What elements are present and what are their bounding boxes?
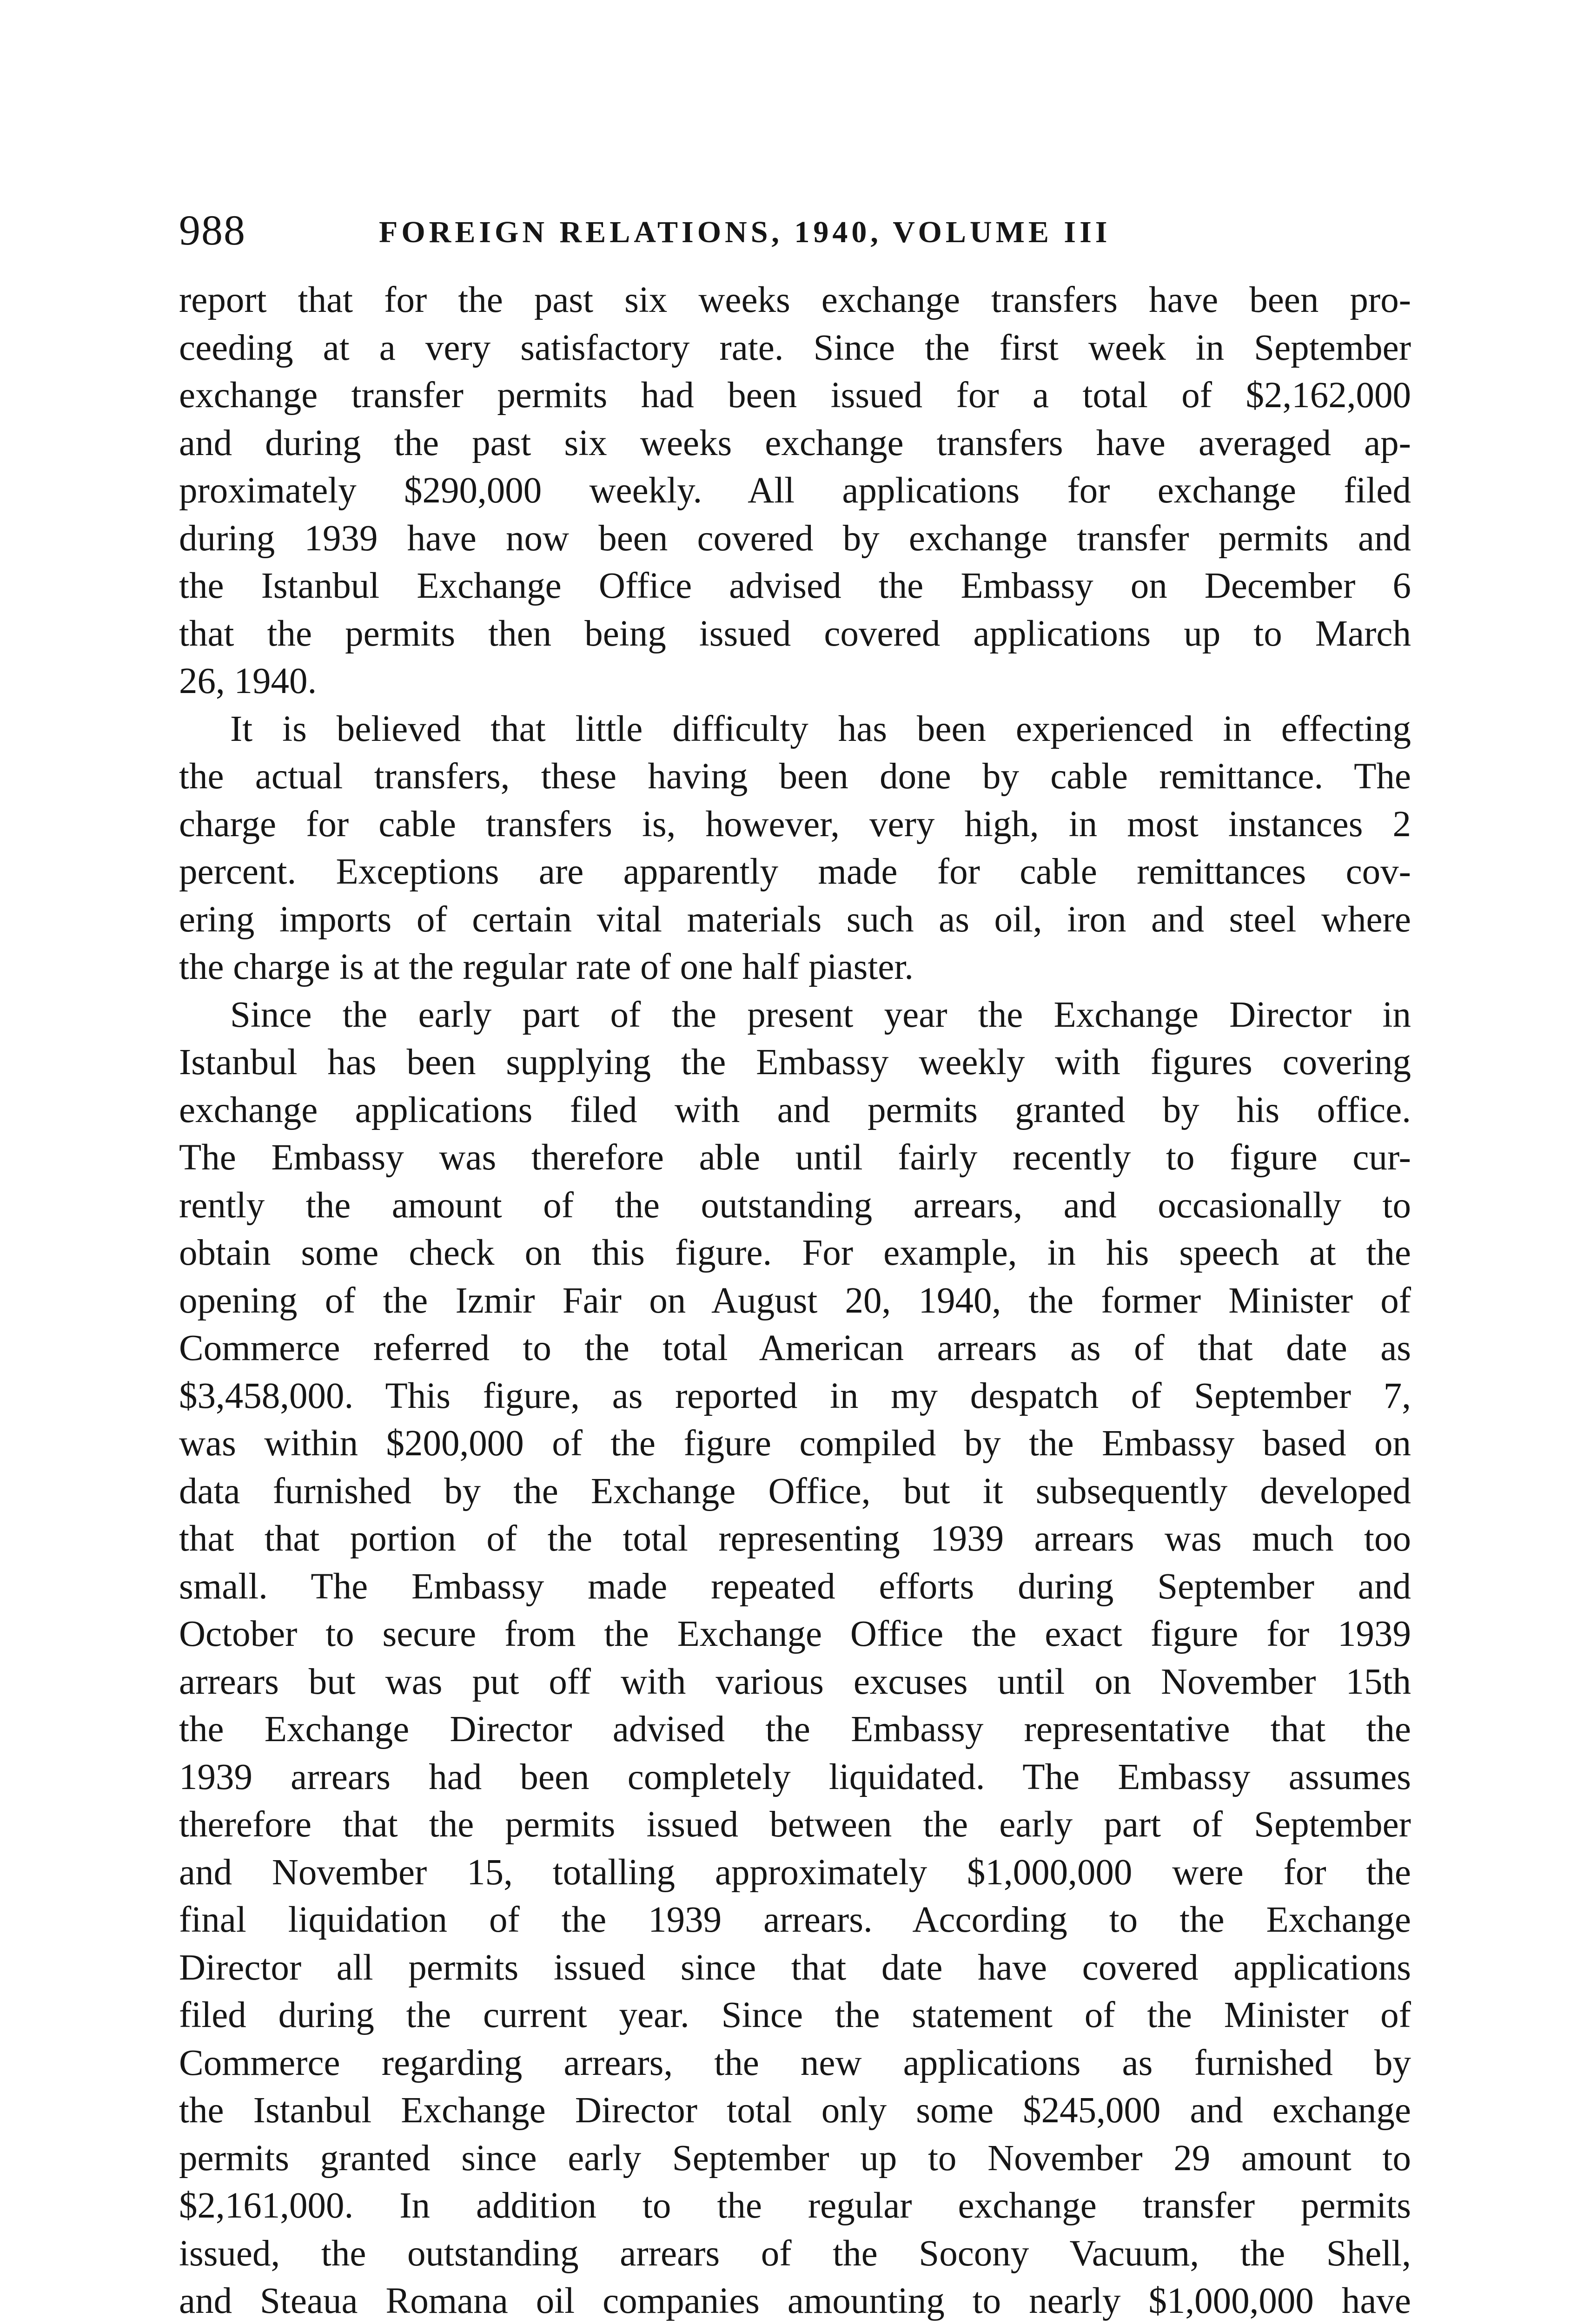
text-line: report that for the past six weeks exchange transfers have been pro- <box>179 280 1411 320</box>
text-line: during 1939 have now been covered by exchange transfer permits and <box>179 518 1411 559</box>
text-line: the Exchange Director advised the Embassy representative that the <box>179 1709 1411 1750</box>
text-line: Istanbul has been supplying the Embassy weekly with figures covering <box>179 1042 1411 1083</box>
paragraph-start-line: It is believed that little difficulty has been experienced in effecting <box>230 708 1411 749</box>
text-line: the Istanbul Exchange Director total only some $245,000 and exchange <box>179 2090 1411 2131</box>
text-line: 1939 arrears had been completely liquidated. The Embassy assumes <box>179 1756 1411 1797</box>
text-line: was within $200,000 of the figure compiled by the Embassy based on <box>179 1423 1411 1464</box>
text-line: 26, 1940. <box>179 661 317 701</box>
text-line: Director all permits issued since that date have covered applications <box>179 1947 1411 1988</box>
text-line: exchange transfer permits had been issued for a total of $2,162,000 <box>179 375 1411 416</box>
text-line: data furnished by the Exchange Office, but it subsequently developed <box>179 1471 1411 1512</box>
text-line: obtain some check on this figure. For example, in his speech at the <box>179 1233 1411 1273</box>
text-line: Commerce regarding arrears, the new applications as furnished by <box>179 2042 1411 2083</box>
page-number: 988 <box>179 206 246 254</box>
text-line: rently the amount of the outstanding arrears, and occasionally to <box>179 1185 1411 1226</box>
running-title: FOREIGN RELATIONS, 1940, VOLUME III <box>379 215 1111 249</box>
text-line: and during the past six weeks exchange transfers have averaged ap- <box>179 423 1411 463</box>
text-line: arrears but was put off with various excuses until on November 15th <box>179 1661 1411 1702</box>
text-line: proximately $290,000 weekly. All applications for exchange filed <box>179 470 1411 511</box>
text-line: issued, the outstanding arrears of the Socony Vacuum, the Shell, <box>179 2233 1411 2274</box>
text-line: Commerce referred to the total American arrears as of that date as <box>179 1328 1411 1368</box>
text-line: the actual transfers, these having been done by cable remittance. The <box>179 756 1411 797</box>
text-line: the charge is at the regular rate of one half piaster. <box>179 947 914 987</box>
running-head <box>179 205 1411 256</box>
text-line: small. The Embassy made repeated efforts during September and <box>179 1566 1411 1607</box>
text-line: $2,161,000. In addition to the regular exchange transfer permits <box>179 2185 1411 2226</box>
text-line: charge for cable transfers is, however, very high, in most instances 2 <box>179 804 1411 845</box>
text-line: exchange applications filed with and permits granted by his office. <box>179 1089 1411 1130</box>
text-line: that that portion of the total representing 1939 arrears was much too <box>179 1519 1411 1559</box>
text-line: therefore that the permits issued between the early part of September <box>179 1804 1411 1845</box>
text-line: that the permits then being issued covered applications up to March <box>179 613 1411 654</box>
text-line: permits granted since early September up to November 29 amount to <box>179 2138 1411 2179</box>
text-line: percent. Exceptions are apparently made for cable remittances cov- <box>179 852 1411 892</box>
text-line: ering imports of certain vital materials such as oil, iron and steel where <box>179 899 1411 940</box>
text-line: filed during the current year. Since the statement of the Minister of <box>179 1995 1411 2035</box>
text-line: and November 15, totalling approximately $1,000,000 were for the <box>179 1852 1411 1893</box>
text-line: ceeding at a very satisfactory rate. Since the first week in September <box>179 327 1411 368</box>
text-line: the Istanbul Exchange Office advised the Embassy on December 6 <box>179 566 1411 606</box>
text-line: final liquidation of the 1939 arrears. According to the Exchange <box>179 1900 1411 1940</box>
text-line: October to secure from the Exchange Office the exact figure for 1939 <box>179 1614 1411 1654</box>
text-line: opening of the Izmir Fair on August 20, 1940, the former Minister of <box>179 1280 1411 1321</box>
body-text <box>179 277 1411 2324</box>
paragraph-start-line: Since the early part of the present year the Exchange Director in <box>230 994 1411 1035</box>
text-line: and Steaua Romana oil companies amounting to nearly $1,000,000 have <box>179 2281 1411 2321</box>
text-line: $3,458,000. This figure, as reported in my despatch of September 7, <box>179 1375 1411 1416</box>
text-line: The Embassy was therefore able until fairly recently to figure cur- <box>179 1137 1411 1178</box>
